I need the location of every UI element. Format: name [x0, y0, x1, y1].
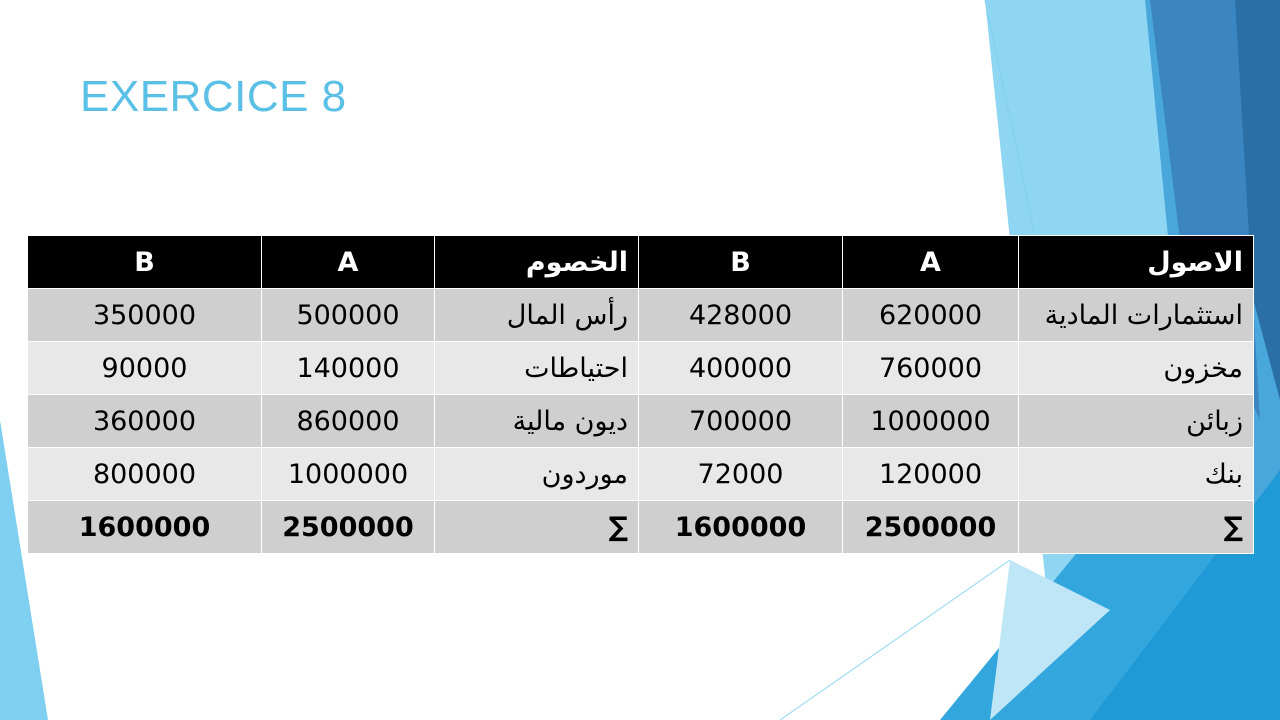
table-cell: 1000000: [262, 448, 435, 501]
table-cell: 360000: [28, 395, 262, 448]
table-total-row: [28, 501, 1254, 554]
header-liabilities-label: الخصوم: [435, 236, 639, 289]
total-assets-b: 1600000: [639, 501, 843, 554]
table-cell-label: ديون مالية: [435, 395, 639, 448]
header-liabilities-a: A: [262, 236, 435, 289]
table-header-row: [28, 236, 1254, 289]
header-liabilities-b: B: [28, 236, 262, 289]
table-cell: 700000: [639, 395, 843, 448]
table-cell: 860000: [262, 395, 435, 448]
balance-sheet-table: [27, 235, 1254, 554]
table-cell-label: بنك: [1019, 448, 1254, 501]
table-cell-label: مخزون: [1019, 342, 1254, 395]
table-cell-label: استثمارات المادية: [1019, 289, 1254, 342]
table-row: [28, 448, 1254, 501]
table-cell: 350000: [28, 289, 262, 342]
total-assets-a: 2500000: [843, 501, 1019, 554]
table-cell: 760000: [843, 342, 1019, 395]
table-cell-label: موردون: [435, 448, 639, 501]
header-assets-a: A: [843, 236, 1019, 289]
table-cell: 72000: [639, 448, 843, 501]
table-cell: 1000000: [843, 395, 1019, 448]
table-cell-label: زبائن: [1019, 395, 1254, 448]
table-row: [28, 342, 1254, 395]
table-cell: 140000: [262, 342, 435, 395]
table-row: [28, 395, 1254, 448]
sum-symbol: ∑: [435, 501, 639, 554]
table-cell-label: رأس المال: [435, 289, 639, 342]
table-cell: 500000: [262, 289, 435, 342]
sum-symbol: ∑: [1019, 501, 1254, 554]
slide-title: EXERCICE 8: [80, 72, 347, 121]
table-cell-label: احتياطات: [435, 342, 639, 395]
header-assets-b: B: [639, 236, 843, 289]
table-cell: 400000: [639, 342, 843, 395]
table-cell: 428000: [639, 289, 843, 342]
total-liabilities-a: 2500000: [262, 501, 435, 554]
header-assets-label: الاصول: [1019, 236, 1254, 289]
table-row: [28, 289, 1254, 342]
table-cell: 620000: [843, 289, 1019, 342]
total-liabilities-b: 1600000: [28, 501, 262, 554]
table-cell: 800000: [28, 448, 262, 501]
table-cell: 90000: [28, 342, 262, 395]
table-cell: 120000: [843, 448, 1019, 501]
